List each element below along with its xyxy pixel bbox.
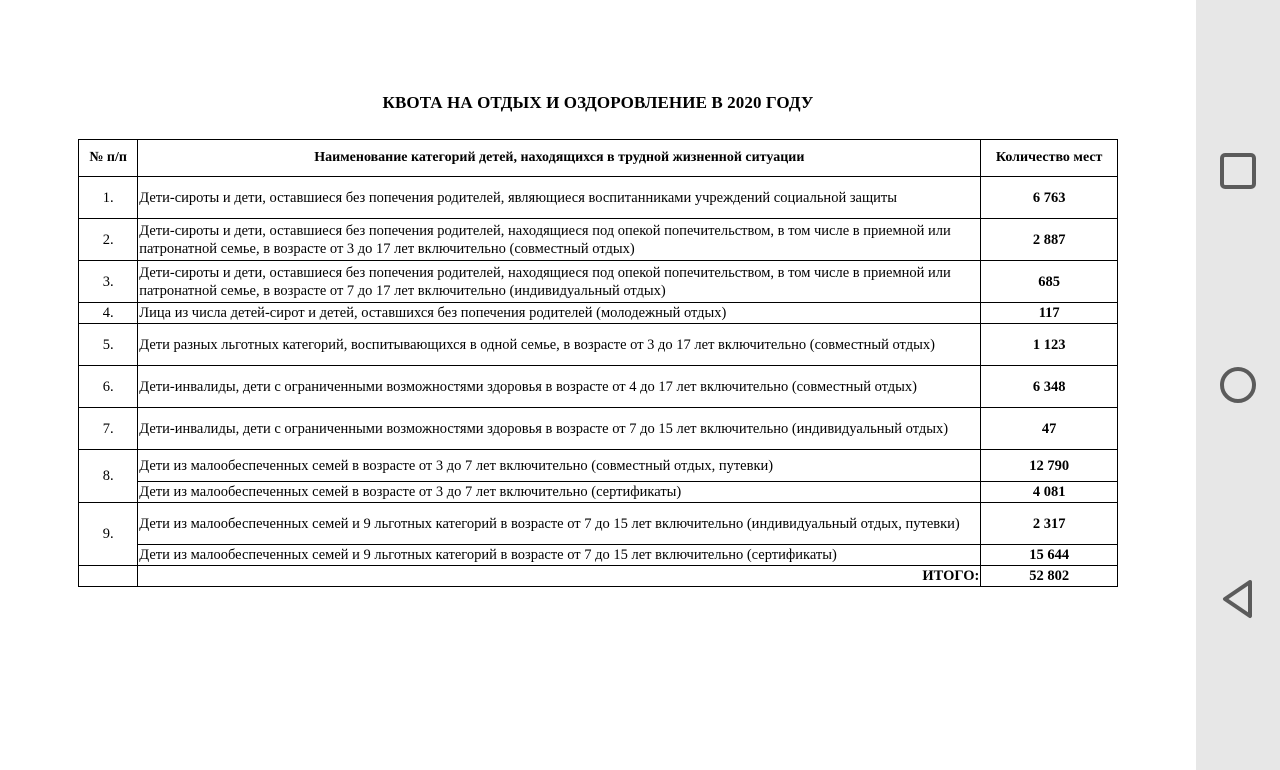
row-quantity: 15 644 <box>981 545 1118 566</box>
table-row <box>79 408 1118 450</box>
row-number: 4. <box>79 303 138 324</box>
row-quantity: 2 317 <box>981 503 1118 545</box>
row-category: Дети из малообеспеченных семей и 9 льготных категорий в возрасте от 7 до 15 лет включительно (сертификаты) <box>138 545 981 566</box>
row-category: Дети-инвалиды, дети с ограниченными возможностями здоровья в возрасте от 4 до 17 лет включительно (совместный отдых) <box>138 366 981 408</box>
row-quantity: 4 081 <box>981 482 1118 503</box>
row-quantity: 117 <box>981 303 1118 324</box>
row-number: 2. <box>79 219 138 261</box>
row-category: Дети из малообеспеченных семей в возрасте от 3 до 7 лет включительно (сертификаты) <box>138 482 981 503</box>
row-quantity: 2 887 <box>981 219 1118 261</box>
row-category: Дети-сироты и дети, оставшиеся без попечения родителей, являющиеся воспитанниками учреждений социальной защиты <box>138 177 981 219</box>
total-value: 52 802 <box>981 566 1118 587</box>
row-category: Дети из малообеспеченных семей и 9 льготных категорий в возрасте от 7 до 15 лет включительно (индивидуальный отдых, путевки) <box>138 503 981 545</box>
row-category: Дети-сироты и дети, оставшиеся без попечения родителей, находящиеся под опекой попечительством, в том числе в приемной или патронатной семье, в возрасте от 7 до 17 лет включительно (индивидуальный отдых) <box>138 261 981 303</box>
row-quantity: 1 123 <box>981 324 1118 366</box>
row-category: Дети разных льготных категорий, воспитывающихся в одной семье, в возрасте от 3 до 17 лет включительно (совместный отдых) <box>138 324 981 366</box>
quota-table <box>78 139 1118 587</box>
row-number: 5. <box>79 324 138 366</box>
back-button[interactable] <box>1210 571 1266 627</box>
table-row <box>79 219 1118 261</box>
total-row <box>79 566 1118 587</box>
row-number: 3. <box>79 261 138 303</box>
table-header-row <box>79 140 1118 177</box>
table-row <box>79 177 1118 219</box>
triangle-icon <box>1210 571 1266 627</box>
document-title: КВОТА НА ОТДЫХ И ОЗДОРОВЛЕНИЕ В 2020 ГОДУ <box>382 93 814 112</box>
total-empty-cell <box>79 566 138 587</box>
row-quantity: 6 763 <box>981 177 1118 219</box>
table-row <box>79 261 1118 303</box>
row-category: Дети-сироты и дети, оставшиеся без попечения родителей, находящиеся под опекой попечительством, в том числе в приемной или патронатной семье, в возрасте от 3 до 17 лет включительно (совместный отдых) <box>138 219 981 261</box>
square-icon <box>1210 143 1266 199</box>
circle-icon <box>1210 357 1266 413</box>
table-row <box>79 503 1118 545</box>
row-category: Дети из малообеспеченных семей в возрасте от 3 до 7 лет включительно (совместный отдых, путевки) <box>138 450 981 482</box>
row-number: 7. <box>79 408 138 450</box>
table-row <box>79 366 1118 408</box>
row-quantity: 47 <box>981 408 1118 450</box>
table-row <box>79 324 1118 366</box>
row-category: Лица из числа детей-сирот и детей, оставшихся без попечения родителей (молодежный отдых) <box>138 303 981 324</box>
table-row <box>79 303 1118 324</box>
table-row <box>79 545 1118 566</box>
row-number: 1. <box>79 177 138 219</box>
row-category: Дети-инвалиды, дети с ограниченными возможностями здоровья в возрасте от 7 до 15 лет включительно (индивидуальный отдых) <box>138 408 981 450</box>
row-number: 8. <box>79 450 138 503</box>
row-number: 9. <box>79 503 138 566</box>
row-quantity: 685 <box>981 261 1118 303</box>
table-row <box>79 450 1118 482</box>
table-row <box>79 482 1118 503</box>
row-quantity: 6 348 <box>981 366 1118 408</box>
header-number: № п/п <box>79 140 138 177</box>
recents-button[interactable] <box>1210 143 1266 199</box>
row-quantity: 12 790 <box>981 450 1118 482</box>
row-number: 6. <box>79 366 138 408</box>
home-button[interactable] <box>1210 357 1266 413</box>
total-label: ИТОГО: <box>138 566 981 587</box>
navigation-bar <box>1196 0 1280 770</box>
header-quantity: Количество мест <box>981 140 1118 177</box>
header-category: Наименование категорий детей, находящихся в трудной жизненной ситуации <box>138 140 981 177</box>
